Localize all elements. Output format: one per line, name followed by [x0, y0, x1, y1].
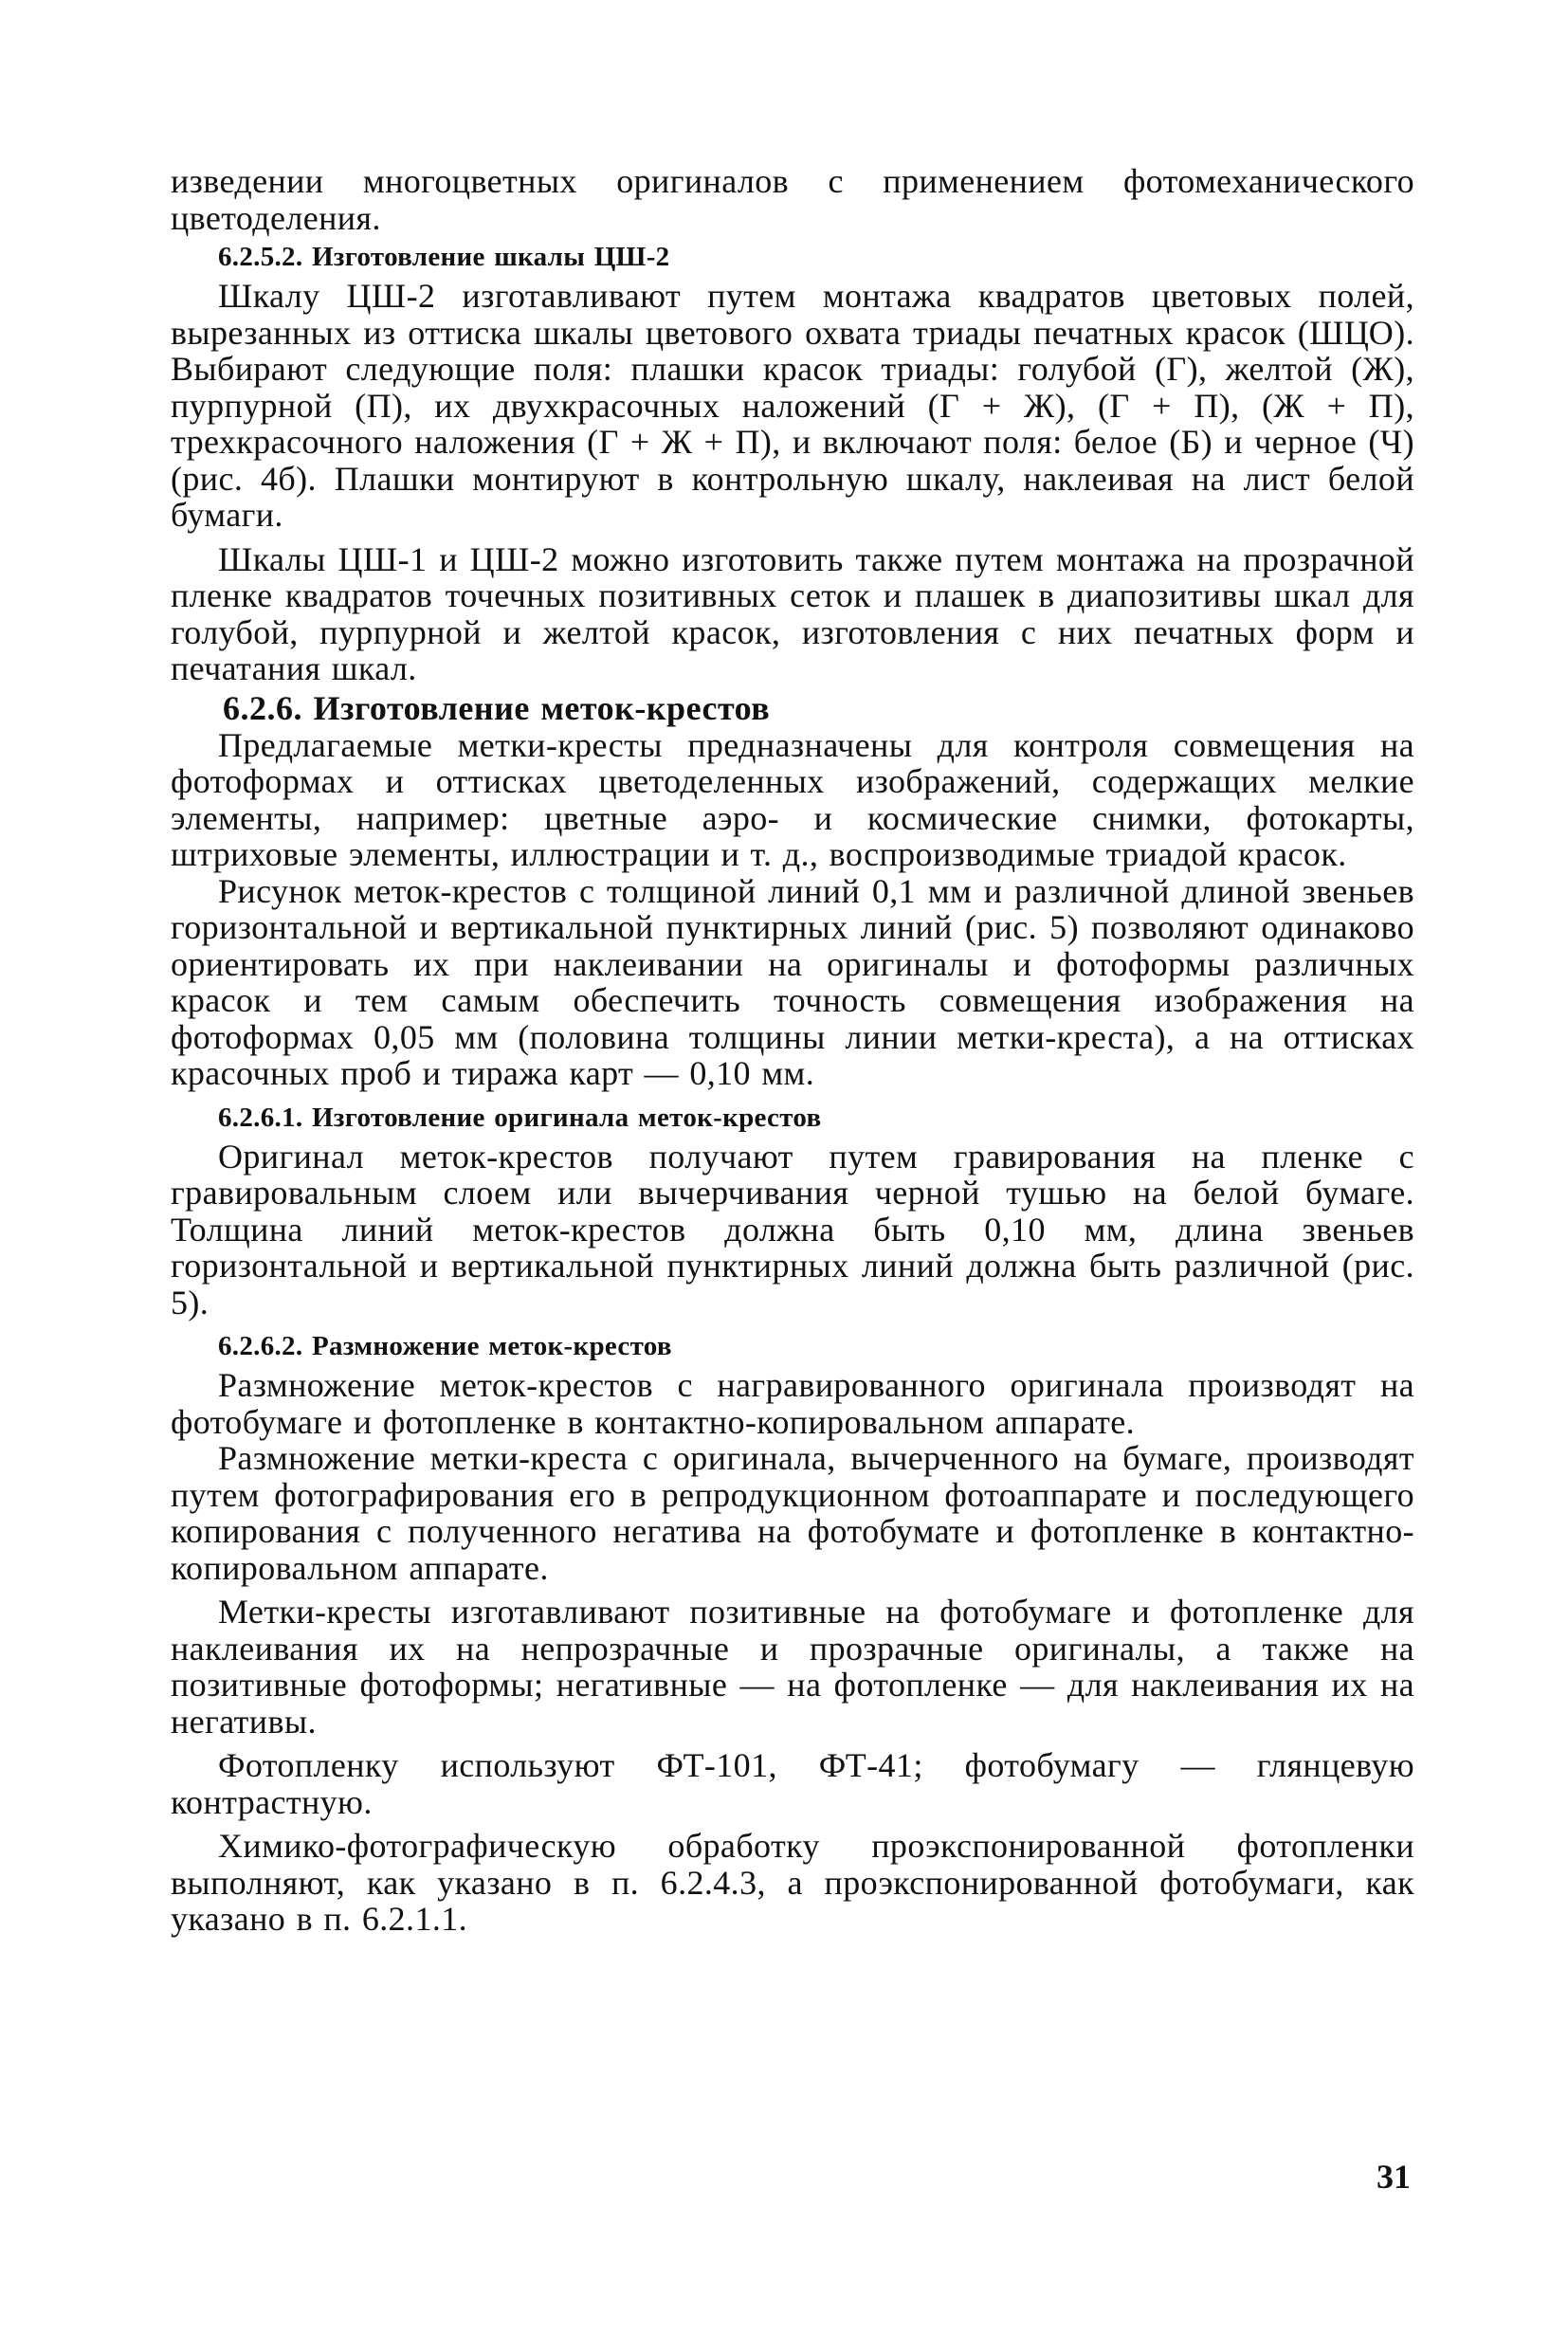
paragraph-duplication-engraved: Размножение меток-крестов с награвированного оригинала производят на фотобумаге и фотопленке в контактно-копировальном аппарате.: [171, 1366, 1414, 1441]
section-heading-6-2-6: 6.2.6. Изготовление меток-крестов: [223, 688, 771, 727]
paragraph-processing: Химико-фотографическую обработку проэкспонированной фотопленки выполняют, как указано в п. 6.2.4.3, а проэкспонированной фотобумаги, как указано в п. 6.2.1.1.: [171, 1827, 1414, 1938]
paragraph-crosses-pattern: Рисунок меток-крестов с толщиной линий 0,1 мм и различной длиной звеньев горизонтальной и вертикальной пунктирных линий (рис. 5) позволяют одинаково ориентировать их при наклеивании на оригиналы и фотоформы различных красок и тем самым обеспечить точность совмещения изображения на фотоформах 0,05 мм (половина толщины линии метки-креста), а на оттисках красочных проб и тиража карт — 0,10 мм.: [171, 871, 1414, 1092]
paragraph-scale-cs2: Шкалу ЦШ-2 изготавливают путем монтажа квадратов цветовых полей, вырезанных из оттиска шкалы цветового охвата триады печатных красок (ШЦО). Выбирают следующие поля: плашки красок триады: голубой (Г), желтой (Ж), пурпурной (П), их двухкрасочных наложений (Г + Ж), (Г + П), (Ж + П), трехкрасочного наложения (Г + Ж + П), и включают поля: белое (Б) и черное (Ч) (рис. 4б). Плашки монтируют в контрольную шкалу, наклеивая на лист белой бумаги.: [171, 277, 1414, 534]
section-heading-6-2-6-2: 6.2.6.2. Размножение меток-крестов: [218, 1331, 672, 1361]
section-heading-6-2-5-2: 6.2.5.2. Изготовление шкалы ЦШ-2: [218, 242, 670, 272]
paragraph-scales-mounting: Шкалы ЦШ-1 и ЦШ-2 можно изготовить также путем монтажа на прозрачной пленке квадратов точечных позитивных сеток и плашек в диапозитивы шкал для голубой, пурпурной и желтой красок, изготовления с них печатных форм и печатания шкал.: [171, 539, 1414, 687]
page-body: [171, 163, 1414, 1938]
paragraph-original: Оригинал меток-крестов получают путем гравирования на пленке с гравировальным слоем или вычерчивания черной тушью на белой бумаге. Толщина линий меток-крестов должна быть 0,10 мм, длина звеньев горизонтальной и вертикальной пунктирных линий должна быть различной (рис. 5).: [171, 1137, 1414, 1322]
page-number: 31: [1377, 2158, 1411, 2196]
paragraph-crosses-purpose: Предлагаемые метки-кресты предназначены для контроля совмещения на фотоформах и оттисках цветоделенных изображений, содержащих мелкие элементы, например: цветные аэро- и космические снимки, фотокарты, штриховые элементы, иллюстрации и т. д., воспроизводимые триадой красок.: [171, 725, 1414, 873]
paragraph-positive-negative: Метки-кресты изготавливают позитивные на фотобумаге и фотопленке для наклеивания их на непрозрачные и прозрачные оригиналы, а также на позитивные фотоформы; негативные — на фотопленке — для наклеивания их на негативы.: [171, 1593, 1414, 1741]
paragraph-intro: изведении многоцветных оригиналов с применением фотомеханического цветоделения.: [171, 162, 1414, 237]
section-heading-6-2-6-1: 6.2.6.1. Изготовление оригинала меток-крестов: [218, 1102, 822, 1133]
paragraph-materials: Фотопленку используют ФТ-101, ФТ-41; фотобумагу — глянцевую контрастную.: [171, 1746, 1414, 1821]
paragraph-duplication-drawn: Размножение метки-креста с оригинала, вычерченного на бумаге, производят путем фотографирования его в репродукционном фотоаппарате и последующего копирования с полученного негатива на фотобумате и фотопленке в контактно-копировальном аппарате.: [171, 1439, 1414, 1587]
